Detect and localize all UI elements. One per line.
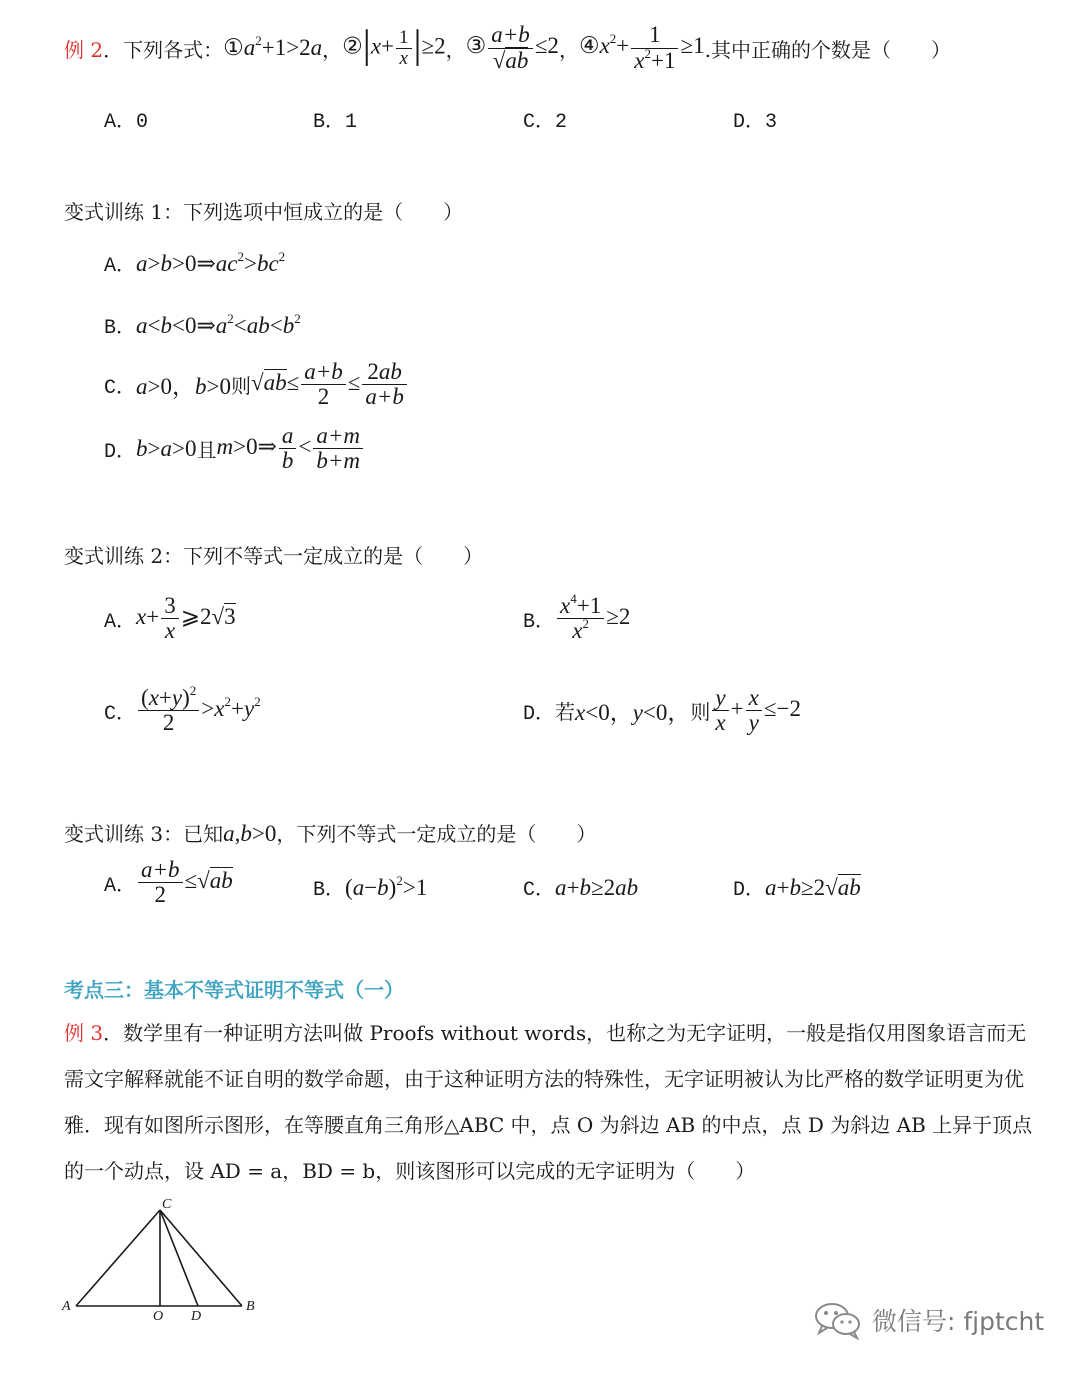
- variant-2-title: 变式训练 2：下列不等式一定成立的是（ ）: [64, 544, 484, 568]
- example-3-label: 例 3: [64, 1021, 104, 1045]
- example-2-label: 例 2: [64, 37, 104, 62]
- ex2-item1: $①a^2+1>2a$: [223, 33, 323, 60]
- watermark: [812, 1300, 1044, 1340]
- example-3-paragraph: [64, 1010, 1039, 1194]
- example-2-question: 例 2 ．下列各式： $①a^2+1>2a$ ， ②|x+ $\frac{1}{x}$ |≥2 ， ③ $\frac{a+b}{√ab}$ ≤2 ， $④x^2+$ $\frac{1}{x^2+1}$ ≥1 .其中正确的个数是（ ）: [64, 21, 951, 73]
- segment-cd: [160, 1210, 198, 1306]
- example-2-lead: ．下列各式：: [103, 37, 224, 62]
- ex2-option-c[interactable]: C．2: [523, 111, 568, 134]
- label-c: C: [162, 1197, 172, 1212]
- label-d: D: [191, 1309, 202, 1324]
- v2-option-a[interactable]: A． x+ $\frac{3}{x}$ ⩾2√3: [104, 593, 236, 644]
- v1-option-b[interactable]: B．$a<b<0\Rightarrow a^2<ab<b^2$: [104, 311, 301, 340]
- v2-option-c[interactable]: C． $\frac{(x+y)^2}{2}$ $>x^2+y^2$: [104, 683, 261, 736]
- v1-option-a[interactable]: A．$a>b>0\Rightarrow ac^2>bc^2$: [104, 249, 286, 278]
- section-3-title: 考点三：基本不等式证明不等式（一）: [64, 978, 404, 1002]
- variant-3-title: 变式训练 3：已知a,b>0，下列不等式一定成立的是（ ）: [64, 821, 597, 846]
- label-o: O: [153, 1309, 164, 1324]
- v3-option-b[interactable]: B．$(a-b)^2>1$: [313, 873, 428, 902]
- v2-option-d[interactable]: D． 若 x<0，y<0， 则 $\frac{y}{x}$ + $\frac{x}{y}$ ≤−2: [523, 685, 801, 736]
- watermark-text: 微信号: fjptcht: [872, 1307, 1045, 1336]
- wechat-icon: [812, 1300, 864, 1340]
- v1-option-c[interactable]: C． a>0，b>0 则 √ab≤ $\frac{a+b}{2}$ ≤ $\frac{2ab}{a+b}$: [104, 360, 409, 409]
- triangle-figure: [60, 1196, 270, 1326]
- v1-option-d[interactable]: D． b>a>0 且 m>0⇒ $\frac{a}{b}$ < $\frac{a+m}{b+m}$: [104, 424, 365, 473]
- ex2-item2: ②|x+ $\frac{1}{x}$ |≥2: [342, 21, 446, 69]
- variant-1-title: 变式训练 1：下列选项中恒成立的是（ ）: [64, 200, 464, 224]
- v3-option-a[interactable]: A． $\frac{a+b}{2}$ ≤√ab: [104, 857, 233, 908]
- ex2-item4: $④x^2+$ $\frac{1}{x^2+1}$ ≥1: [578, 22, 705, 73]
- ex2-option-a[interactable]: A．0: [104, 111, 149, 134]
- label-b: B: [246, 1299, 255, 1314]
- ex2-option-b[interactable]: B．1: [313, 111, 358, 134]
- example-2-tail: .其中正确的个数是（ ）: [704, 37, 951, 62]
- ex2-item3: ③ $\frac{a+b}{√ab}$ ≤2: [465, 22, 559, 73]
- side-cb: [160, 1210, 242, 1306]
- v3-option-c[interactable]: C．a+b≥2ab: [523, 875, 639, 902]
- label-a: A: [62, 1299, 71, 1314]
- side-ac: [76, 1210, 160, 1306]
- v3-option-d[interactable]: D．a+b≥2√ab: [733, 875, 861, 902]
- v2-option-b[interactable]: B． $\frac{x^4+1}{x^2}$ ≥2: [523, 591, 631, 644]
- example-3-text: ．数学里有一种证明方法叫做 Proofs without words，也称之为无字证明，一般是指仅用图象语言而无需文字解释就能不证自明的数学命题，由于这种证明方法的特殊性，无字证明被认为比严格的数学证明更为优雅．现有如图所示图形，在等腰直角三角形△ABC 中，点 O 为斜边 AB 的中点，点 D 为斜边 AB 上异于顶点的一个动点，设 AD = a，BD = b，则该图形可以完成的无字证明为（ ）: [64, 1021, 1033, 1183]
- ex2-option-d[interactable]: D．3: [733, 111, 778, 134]
